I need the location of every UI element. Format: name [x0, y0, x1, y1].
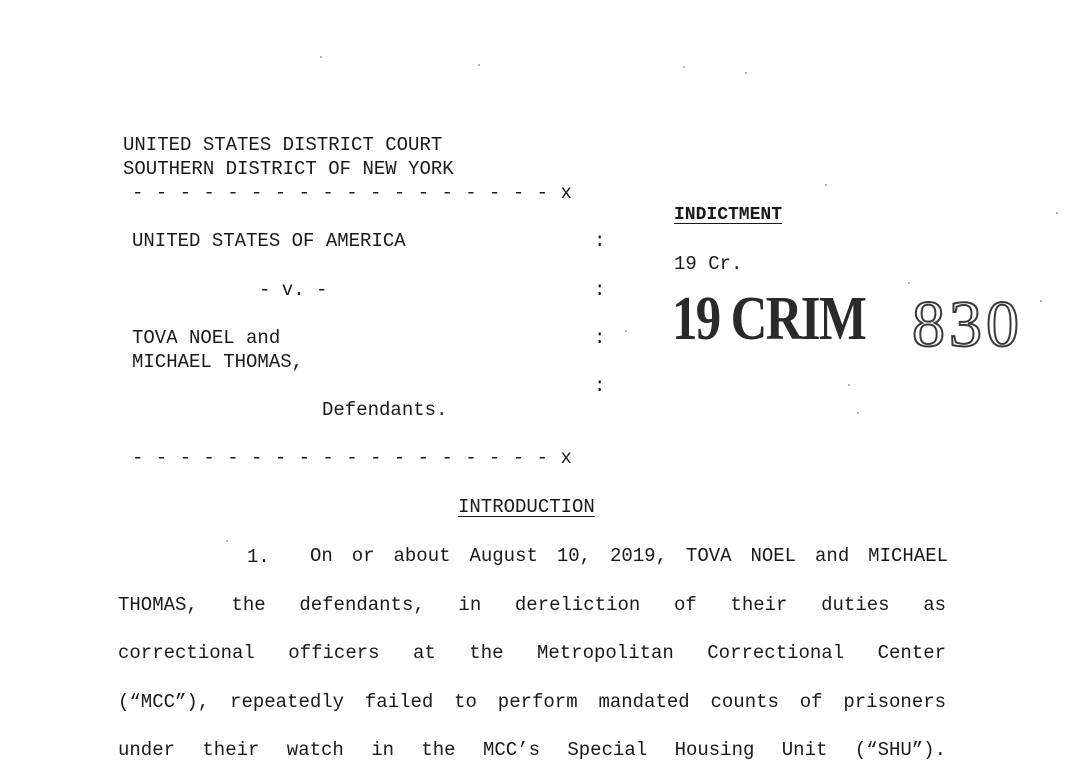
scan-speck [908, 282, 910, 284]
scan-speck [625, 330, 627, 332]
caption-colon-2: : [594, 279, 606, 301]
defendants-label: Defendants. [322, 399, 448, 421]
scan-speck [683, 66, 685, 68]
court-name: UNITED STATES DISTRICT COURT [123, 134, 443, 156]
section-heading: INTRODUCTION [458, 496, 595, 518]
caption-rule-bottom: - - - - - - - - - - - - - - - - - - x [132, 447, 573, 469]
paragraph-number: 1. [247, 546, 270, 568]
plaintiff-name: UNITED STATES OF AMERICA [132, 230, 406, 252]
scan-speck [478, 64, 480, 66]
caption-colon-4: : [594, 375, 606, 397]
scan-speck [1040, 300, 1042, 302]
scan-speck [848, 384, 850, 386]
scan-speck [226, 540, 228, 542]
case-number-stamp: 19 CRIM [672, 285, 866, 353]
scan-speck [857, 412, 859, 414]
versus-label: - v. - [259, 279, 328, 301]
case-prefix: 19 Cr. [674, 253, 743, 275]
caption-colon-3: : [594, 327, 606, 349]
court-district: SOUTHERN DISTRICT OF NEW YORK [123, 158, 454, 180]
paragraph-line: THOMAS, the defendants, in dereliction of their duties as [118, 594, 946, 616]
case-number-stamp-digits: 830 [912, 288, 1023, 361]
caption-rule-top: - - - - - - - - - - - - - - - - - - x [132, 182, 573, 204]
defendant-name-1: TOVA NOEL and [132, 327, 281, 349]
indictment-title: INDICTMENT [674, 205, 783, 225]
paragraph-line: (“MCC”), repeatedly failed to perform mandated counts of prisoners [118, 691, 946, 713]
defendant-name-2: MICHAEL THOMAS, [132, 351, 304, 373]
scan-speck [1056, 212, 1058, 214]
paragraph-line: correctional officers at the Metropolitan Correctional Center [118, 642, 946, 664]
scan-speck [745, 72, 747, 74]
scan-speck [320, 56, 322, 58]
caption-colon-1: : [594, 230, 606, 252]
paragraph-line: On or about August 10, 2019, TOVA NOEL and MICHAEL [310, 545, 948, 567]
paragraph-line: under their watch in the MCC’s Special Housing Unit (“SHU”). [118, 739, 946, 761]
scan-speck [825, 184, 827, 186]
